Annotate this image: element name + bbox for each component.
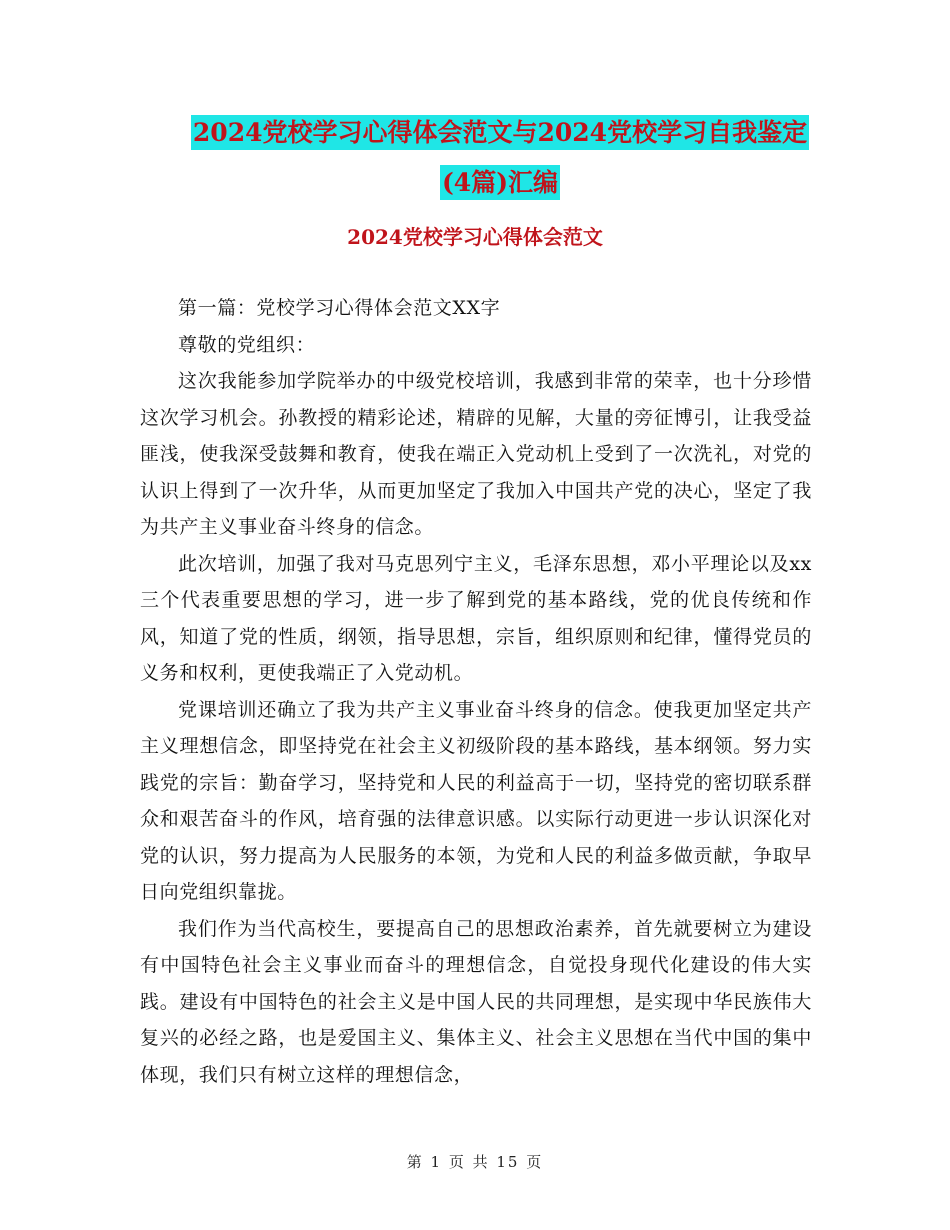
paragraph: 党课培训还确立了我为共产主义事业奋斗终身的信念。使我更加坚定共产主义理想信念，即坚持党在社会主义初级阶段的基本路线，基本纲领。努力实践党的宗旨：勤奋学习，坚持党和人民的利益高于一切，坚持党的密切联系群众和艰苦奋斗的作风，培育强的法律意识感。以实际行动更进一步认识深化对党的认识，努力提高为人民服务的本领，为党和人民的利益多做贡献，争取早日向党组织靠拢。 xyxy=(140,698,812,903)
title-line-2: (4篇)汇编 xyxy=(440,165,560,200)
document-body xyxy=(140,290,812,1093)
paragraph: 此次培训，加强了我对马克思列宁主义，毛泽东思想，邓小平理论以及xx三个代表重要思想的学习，进一步了解到党的基本路线，党的优良传统和作风，知道了党的性质，纲领，指导思想，宗旨，组织原则和纪律，懂得党员的义务和权利，更使我端正了入党动机。 xyxy=(140,552,812,684)
document-title xyxy=(120,108,880,208)
paragraph-salutation: 尊敬的党组织： xyxy=(178,333,316,356)
page-number-footer: 第 1 页 共 15 页 xyxy=(406,1153,544,1171)
paragraph-heading: 第一篇：党校学习心得体会范文XX字 xyxy=(178,297,501,319)
paragraph: 这次我能参加学院举办的中级党校培训，我感到非常的荣幸，也十分珍惜这次学习机会。孙教授的精彩论述，精辟的见解，大量的旁征博引，让我受益匪浅，使我深受鼓舞和教育，使我在端正入党动机上受到了一次洗礼，对党的认识上得到了一次升华，从而更加坚定了我加入中国共产党的决心，坚定了我为共产主义事业奋斗终身的信念。 xyxy=(140,370,812,538)
title-line-1: 2024党校学习心得体会范文与2024党校学习自我鉴定 xyxy=(191,115,809,150)
section-title: 2024党校学习心得体会范文 xyxy=(347,225,603,249)
paragraph: 我们作为当代高校生，要提高自己的思想政治素养，首先就要树立为建设有中国特色社会主义事业而奋斗的理想信念，自觉投身现代化建设的伟大实践。建设有中国特色的社会主义是中国人民的共同理想，是实现中华民族伟大复兴的必经之路，也是爱国主义、集体主义、社会主义思想在当代中国的集中体现，我们只有树立这样的理想信念， xyxy=(140,917,812,1086)
